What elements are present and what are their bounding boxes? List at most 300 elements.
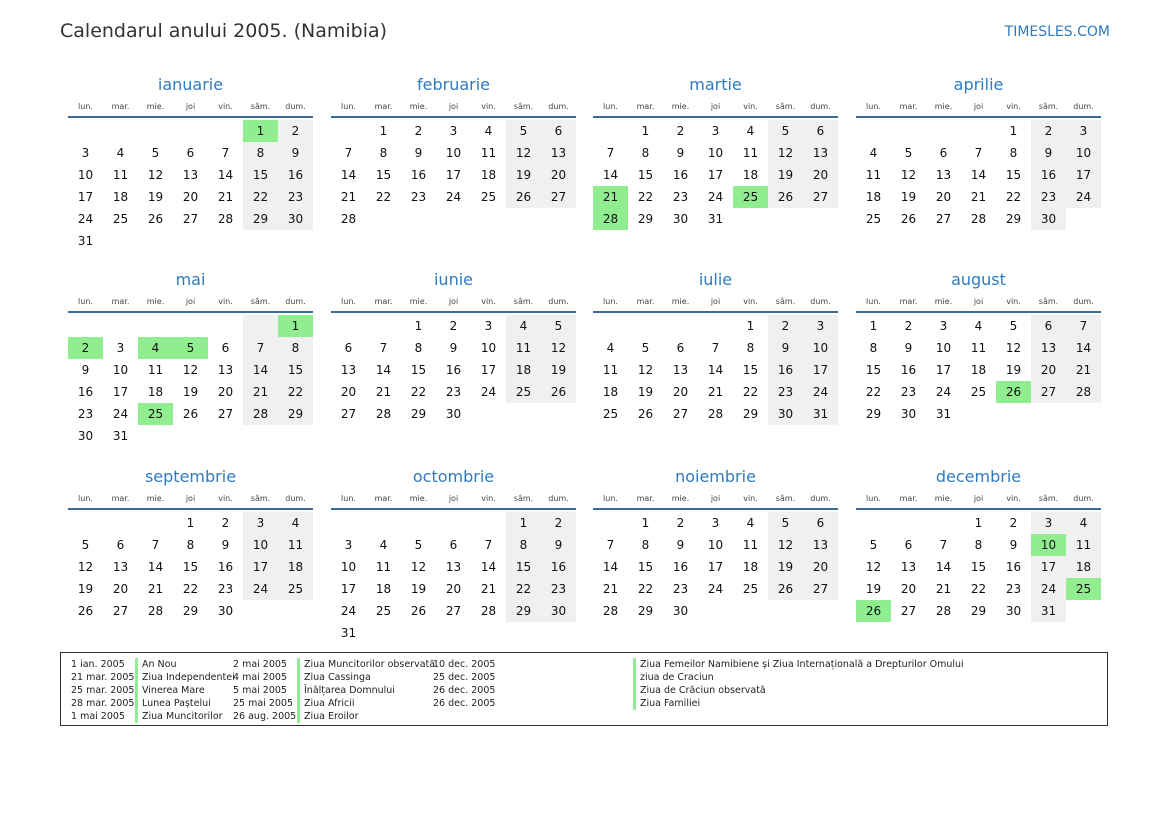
day-cell: 5: [641, 341, 650, 355]
day-cell: 2: [768, 315, 803, 337]
day-cell: 25: [742, 582, 759, 596]
legend-date: 25 mai 2005: [233, 698, 294, 709]
weekday-label: mar.: [374, 102, 393, 111]
day-cell: 20: [541, 164, 576, 186]
day-cell: 5: [768, 512, 803, 534]
day-cell: 2: [1009, 516, 1018, 530]
day-cell: 7: [151, 538, 160, 552]
legend-holiday-name: Ziua Cassinga: [297, 671, 435, 684]
day-cell: 24: [1066, 186, 1101, 208]
weekday-label: dum.: [810, 297, 831, 306]
days-grid: [856, 118, 1101, 230]
day-cell: 5: [768, 120, 803, 142]
weekday-label: lun.: [866, 297, 881, 306]
day-cell: 6: [186, 146, 195, 160]
day-cell: 6: [676, 341, 685, 355]
weekday-label: joi: [185, 494, 196, 503]
day-cell: 30: [1031, 208, 1066, 230]
day-cell: 20: [935, 190, 952, 204]
day-cell: 15: [637, 560, 654, 574]
day-cell: 29: [637, 604, 654, 618]
weekday-label: dum.: [548, 297, 569, 306]
day-cell: 1: [974, 516, 983, 530]
day-cell: 21: [243, 381, 278, 403]
weekday-label: sâm.: [775, 102, 796, 111]
day-cell: 23: [445, 385, 462, 399]
day-cell: 26: [768, 186, 803, 208]
days-grid: [68, 118, 313, 252]
day-cell: 1: [278, 315, 313, 337]
day-cell: 13: [672, 363, 689, 377]
day-cell: 16: [541, 556, 576, 578]
weekday-header: [593, 100, 838, 118]
weekday-label: mar.: [899, 102, 918, 111]
empty-cell: [366, 208, 401, 230]
day-cell: 4: [116, 146, 125, 160]
day-cell: 19: [147, 190, 164, 204]
month-name: noiembrie: [675, 467, 756, 486]
day-cell: 15: [742, 363, 759, 377]
day-cell: 16: [278, 164, 313, 186]
day-cell: 10: [803, 337, 838, 359]
weekday-label: sâm.: [1038, 494, 1059, 503]
day-cell: 29: [865, 407, 882, 421]
day-cell: 6: [939, 146, 948, 160]
day-cell: 14: [970, 168, 987, 182]
day-cell: 1: [243, 120, 278, 142]
days-grid: [331, 118, 576, 230]
legend-date: 25 mar. 2005: [71, 685, 135, 696]
brand-link[interactable]: TIMESLES.COM: [1004, 24, 1110, 40]
empty-cell: [768, 208, 803, 230]
day-cell: 24: [480, 385, 497, 399]
empty-cell: [506, 208, 541, 230]
empty-cell: [68, 315, 103, 337]
day-cell: 22: [865, 385, 882, 399]
day-cell: 24: [340, 604, 357, 618]
day-cell: 27: [900, 604, 917, 618]
empty-cell: [138, 512, 173, 534]
legend-holiday-name: Ziua Familiei: [633, 697, 964, 710]
day-cell: 28: [602, 604, 619, 618]
empty-cell: [173, 425, 208, 447]
day-cell: 8: [746, 341, 755, 355]
day-cell: 7: [1066, 315, 1101, 337]
empty-cell: [103, 230, 138, 252]
legend-holiday-name: Ziua Independentei: [135, 671, 235, 684]
legend-date: 26 dec. 2005: [433, 698, 496, 709]
day-cell: 27: [217, 407, 234, 421]
weekday-label: lun.: [78, 297, 93, 306]
day-cell: 16: [410, 168, 427, 182]
empty-cell: [593, 512, 628, 534]
empty-cell: [68, 512, 103, 534]
month-name: ianuarie: [157, 75, 224, 94]
day-cell: 15: [506, 556, 541, 578]
day-cell: 13: [900, 560, 917, 574]
day-cell: 6: [344, 341, 353, 355]
day-cell: 7: [939, 538, 948, 552]
day-cell: 31: [707, 212, 724, 226]
weekday-label: lun.: [603, 102, 618, 111]
day-cell: 24: [707, 582, 724, 596]
month-decembrie: [856, 462, 1101, 622]
day-cell: 4: [746, 124, 755, 138]
day-cell: 1: [641, 124, 650, 138]
day-cell: 21: [593, 186, 628, 208]
day-cell: 10: [707, 146, 724, 160]
legend-date: 1 mai 2005: [71, 711, 125, 722]
empty-cell: [856, 512, 891, 534]
day-cell: 29: [410, 407, 427, 421]
empty-cell: [506, 403, 541, 425]
day-cell: 5: [904, 146, 913, 160]
day-cell: 5: [869, 538, 878, 552]
day-cell: 19: [768, 556, 803, 578]
day-cell: 1: [641, 516, 650, 530]
days-grid: [68, 313, 313, 447]
weekday-label: mar.: [374, 494, 393, 503]
month-septembrie: [68, 462, 313, 622]
day-cell: 2: [414, 124, 423, 138]
empty-cell: [1066, 208, 1101, 230]
day-cell: 23: [1031, 186, 1066, 208]
day-cell: 2: [449, 319, 458, 333]
day-cell: 27: [182, 212, 199, 226]
day-cell: 29: [278, 403, 313, 425]
day-cell: 1: [746, 319, 755, 333]
empty-cell: [243, 425, 278, 447]
day-cell: 19: [900, 190, 917, 204]
empty-cell: [471, 512, 506, 534]
empty-cell: [628, 315, 663, 337]
legend-holiday-name: Înălțarea Domnului: [297, 684, 435, 697]
day-cell: 23: [77, 407, 94, 421]
day-cell: 15: [970, 560, 987, 574]
empty-cell: [961, 120, 996, 142]
weekday-header: [856, 492, 1101, 510]
day-cell: 3: [711, 124, 720, 138]
weekday-label: mie.: [409, 102, 428, 111]
empty-cell: [961, 403, 996, 425]
day-cell: 30: [900, 407, 917, 421]
legend-date: 28 mar. 2005: [71, 698, 135, 709]
day-cell: 19: [410, 582, 427, 596]
day-cell: 12: [410, 560, 427, 574]
day-cell: 10: [935, 341, 952, 355]
days-grid: [856, 510, 1101, 622]
day-cell: 10: [1031, 534, 1066, 556]
weekday-label: sâm.: [775, 494, 796, 503]
day-cell: 1: [1009, 124, 1018, 138]
day-cell: 27: [445, 604, 462, 618]
day-cell: 3: [711, 516, 720, 530]
day-cell: 21: [602, 582, 619, 596]
day-cell: 8: [278, 337, 313, 359]
day-cell: 26: [541, 381, 576, 403]
empty-cell: [173, 230, 208, 252]
weekday-label: sâm.: [513, 102, 534, 111]
weekday-label: vin.: [218, 102, 233, 111]
weekday-header: [68, 492, 313, 510]
weekday-label: sâm.: [250, 102, 271, 111]
day-cell: 3: [116, 341, 125, 355]
day-cell: 12: [900, 168, 917, 182]
day-cell: 23: [672, 190, 689, 204]
day-cell: 22: [278, 381, 313, 403]
empty-cell: [891, 120, 926, 142]
day-cell: 11: [865, 168, 882, 182]
weekday-label: lun.: [603, 494, 618, 503]
weekday-label: vin.: [1006, 297, 1021, 306]
day-cell: 9: [676, 538, 685, 552]
day-cell: 8: [1009, 146, 1018, 160]
day-cell: 2: [278, 120, 313, 142]
empty-cell: [401, 622, 436, 644]
month-mai: [68, 265, 313, 447]
day-cell: 8: [186, 538, 195, 552]
weekday-label: dum.: [548, 102, 569, 111]
day-cell: 18: [602, 385, 619, 399]
day-cell: 15: [1005, 168, 1022, 182]
day-cell: 11: [375, 560, 392, 574]
weekday-label: vin.: [1006, 102, 1021, 111]
day-cell: 14: [602, 168, 619, 182]
day-cell: 18: [1066, 556, 1101, 578]
day-cell: 9: [904, 341, 913, 355]
day-cell: 31: [803, 403, 838, 425]
day-cell: 9: [449, 341, 458, 355]
day-cell: 20: [182, 190, 199, 204]
day-cell: 25: [865, 212, 882, 226]
day-cell: 9: [81, 363, 90, 377]
weekday-header: [593, 295, 838, 313]
day-cell: 24: [803, 381, 838, 403]
day-cell: 17: [445, 168, 462, 182]
day-cell: 23: [410, 190, 427, 204]
day-cell: 19: [1005, 363, 1022, 377]
day-cell: 3: [81, 146, 90, 160]
day-cell: 30: [77, 429, 94, 443]
weekday-header: [331, 295, 576, 313]
day-cell: 5: [173, 337, 208, 359]
day-cell: 26: [856, 600, 891, 622]
day-cell: 15: [865, 363, 882, 377]
weekday-header: [331, 100, 576, 118]
empty-cell: [331, 120, 366, 142]
weekday-label: dum.: [285, 494, 306, 503]
legend-date: 1 ian. 2005: [71, 659, 125, 670]
day-cell: 11: [278, 534, 313, 556]
day-cell: 26: [768, 578, 803, 600]
day-cell: 12: [147, 168, 164, 182]
day-cell: 10: [340, 560, 357, 574]
weekday-label: mie.: [146, 102, 165, 111]
empty-cell: [471, 403, 506, 425]
weekday-label: mar.: [899, 494, 918, 503]
day-cell: 28: [147, 604, 164, 618]
day-cell: 7: [344, 146, 353, 160]
empty-cell: [278, 425, 313, 447]
day-cell: 30: [672, 212, 689, 226]
day-cell: 20: [112, 582, 129, 596]
day-cell: 4: [379, 538, 388, 552]
empty-cell: [208, 230, 243, 252]
day-cell: 28: [935, 604, 952, 618]
day-cell: 11: [742, 538, 759, 552]
day-cell: 11: [1066, 534, 1101, 556]
day-cell: 11: [970, 341, 987, 355]
day-cell: 16: [217, 560, 234, 574]
weekday-label: sâm.: [513, 297, 534, 306]
day-cell: 19: [865, 582, 882, 596]
weekday-label: dum.: [285, 297, 306, 306]
day-cell: 29: [637, 212, 654, 226]
empty-cell: [208, 425, 243, 447]
day-cell: 14: [217, 168, 234, 182]
day-cell: 18: [278, 556, 313, 578]
days-grid: [593, 118, 838, 230]
empty-cell: [401, 208, 436, 230]
day-cell: 17: [480, 363, 497, 377]
day-cell: 6: [1031, 315, 1066, 337]
weekday-label: lun.: [78, 494, 93, 503]
day-cell: 24: [935, 385, 952, 399]
day-cell: 18: [375, 582, 392, 596]
empty-cell: [663, 315, 698, 337]
month-name: iulie: [698, 270, 733, 289]
day-cell: 8: [379, 146, 388, 160]
day-cell: 14: [1066, 337, 1101, 359]
weekday-label: sâm.: [1038, 297, 1059, 306]
day-cell: 5: [506, 120, 541, 142]
legend-date: 25 dec. 2005: [433, 672, 496, 683]
day-cell: 12: [768, 142, 803, 164]
day-cell: 28: [970, 212, 987, 226]
empty-cell: [803, 208, 838, 230]
day-cell: 16: [672, 560, 689, 574]
day-cell: 20: [672, 385, 689, 399]
day-cell: 17: [243, 556, 278, 578]
day-cell: 26: [182, 407, 199, 421]
day-cell: 14: [602, 560, 619, 574]
day-cell: 13: [541, 142, 576, 164]
day-cell: 25: [733, 186, 768, 208]
day-cell: 1: [869, 319, 878, 333]
weekday-label: mar.: [899, 297, 918, 306]
days-grid: [68, 510, 313, 622]
empty-cell: [138, 315, 173, 337]
weekday-label: joi: [973, 494, 984, 503]
day-cell: 25: [112, 212, 129, 226]
day-cell: 2: [676, 516, 685, 530]
empty-cell: [593, 120, 628, 142]
month-august: [856, 265, 1101, 425]
day-cell: 9: [278, 142, 313, 164]
day-cell: 14: [935, 560, 952, 574]
day-cell: 26: [77, 604, 94, 618]
weekday-label: lun.: [341, 297, 356, 306]
day-cell: 19: [506, 164, 541, 186]
day-cell: 23: [1005, 582, 1022, 596]
weekday-label: dum.: [1073, 494, 1094, 503]
month-februarie: [331, 70, 576, 230]
weekday-label: joi: [185, 297, 196, 306]
weekday-label: mie.: [934, 102, 953, 111]
legend-date: 26 aug. 2005: [233, 711, 297, 722]
day-cell: 29: [182, 604, 199, 618]
weekday-label: mie.: [934, 494, 953, 503]
weekday-label: mar.: [111, 494, 130, 503]
day-cell: 22: [410, 385, 427, 399]
day-cell: 12: [865, 560, 882, 574]
day-cell: 31: [1031, 600, 1066, 622]
day-cell: 25: [602, 407, 619, 421]
empty-cell: [698, 600, 733, 622]
day-cell: 3: [449, 124, 458, 138]
day-cell: 9: [221, 538, 230, 552]
weekday-label: mie.: [146, 494, 165, 503]
legend-holiday-name: Lunea Paștelui: [135, 697, 235, 710]
day-cell: 20: [1031, 359, 1066, 381]
day-cell: 7: [379, 341, 388, 355]
day-cell: 25: [970, 385, 987, 399]
day-cell: 26: [506, 186, 541, 208]
weekday-label: joi: [973, 102, 984, 111]
empty-cell: [243, 315, 278, 337]
day-cell: 7: [606, 538, 615, 552]
day-cell: 23: [217, 582, 234, 596]
legend-holiday-name: Ziua Muncitorilor observată: [297, 658, 435, 671]
empty-cell: [103, 120, 138, 142]
legend-holiday-name: Vinerea Mare: [135, 684, 235, 697]
day-cell: 30: [1005, 604, 1022, 618]
weekday-header: [68, 295, 313, 313]
empty-cell: [996, 403, 1031, 425]
day-cell: 25: [138, 403, 173, 425]
day-cell: 29: [243, 208, 278, 230]
day-cell: 6: [904, 538, 913, 552]
day-cell: 10: [1066, 142, 1101, 164]
day-cell: 16: [672, 168, 689, 182]
weekday-label: sâm.: [513, 494, 534, 503]
empty-cell: [926, 512, 961, 534]
empty-cell: [103, 315, 138, 337]
month-iunie: [331, 265, 576, 425]
day-cell: 21: [147, 582, 164, 596]
day-cell: 27: [672, 407, 689, 421]
day-cell: 10: [243, 534, 278, 556]
empty-cell: [138, 230, 173, 252]
day-cell: 11: [602, 363, 619, 377]
day-cell: 4: [974, 319, 983, 333]
empty-cell: [891, 512, 926, 534]
day-cell: 6: [803, 120, 838, 142]
day-cell: 24: [707, 190, 724, 204]
weekday-label: joi: [973, 297, 984, 306]
day-cell: 28: [375, 407, 392, 421]
day-cell: 24: [445, 190, 462, 204]
day-cell: 24: [77, 212, 94, 226]
day-cell: 17: [340, 582, 357, 596]
day-cell: 5: [541, 315, 576, 337]
day-cell: 20: [445, 582, 462, 596]
day-cell: 11: [480, 146, 497, 160]
empty-cell: [541, 208, 576, 230]
day-cell: 8: [641, 146, 650, 160]
weekday-label: lun.: [603, 297, 618, 306]
day-cell: 3: [803, 315, 838, 337]
